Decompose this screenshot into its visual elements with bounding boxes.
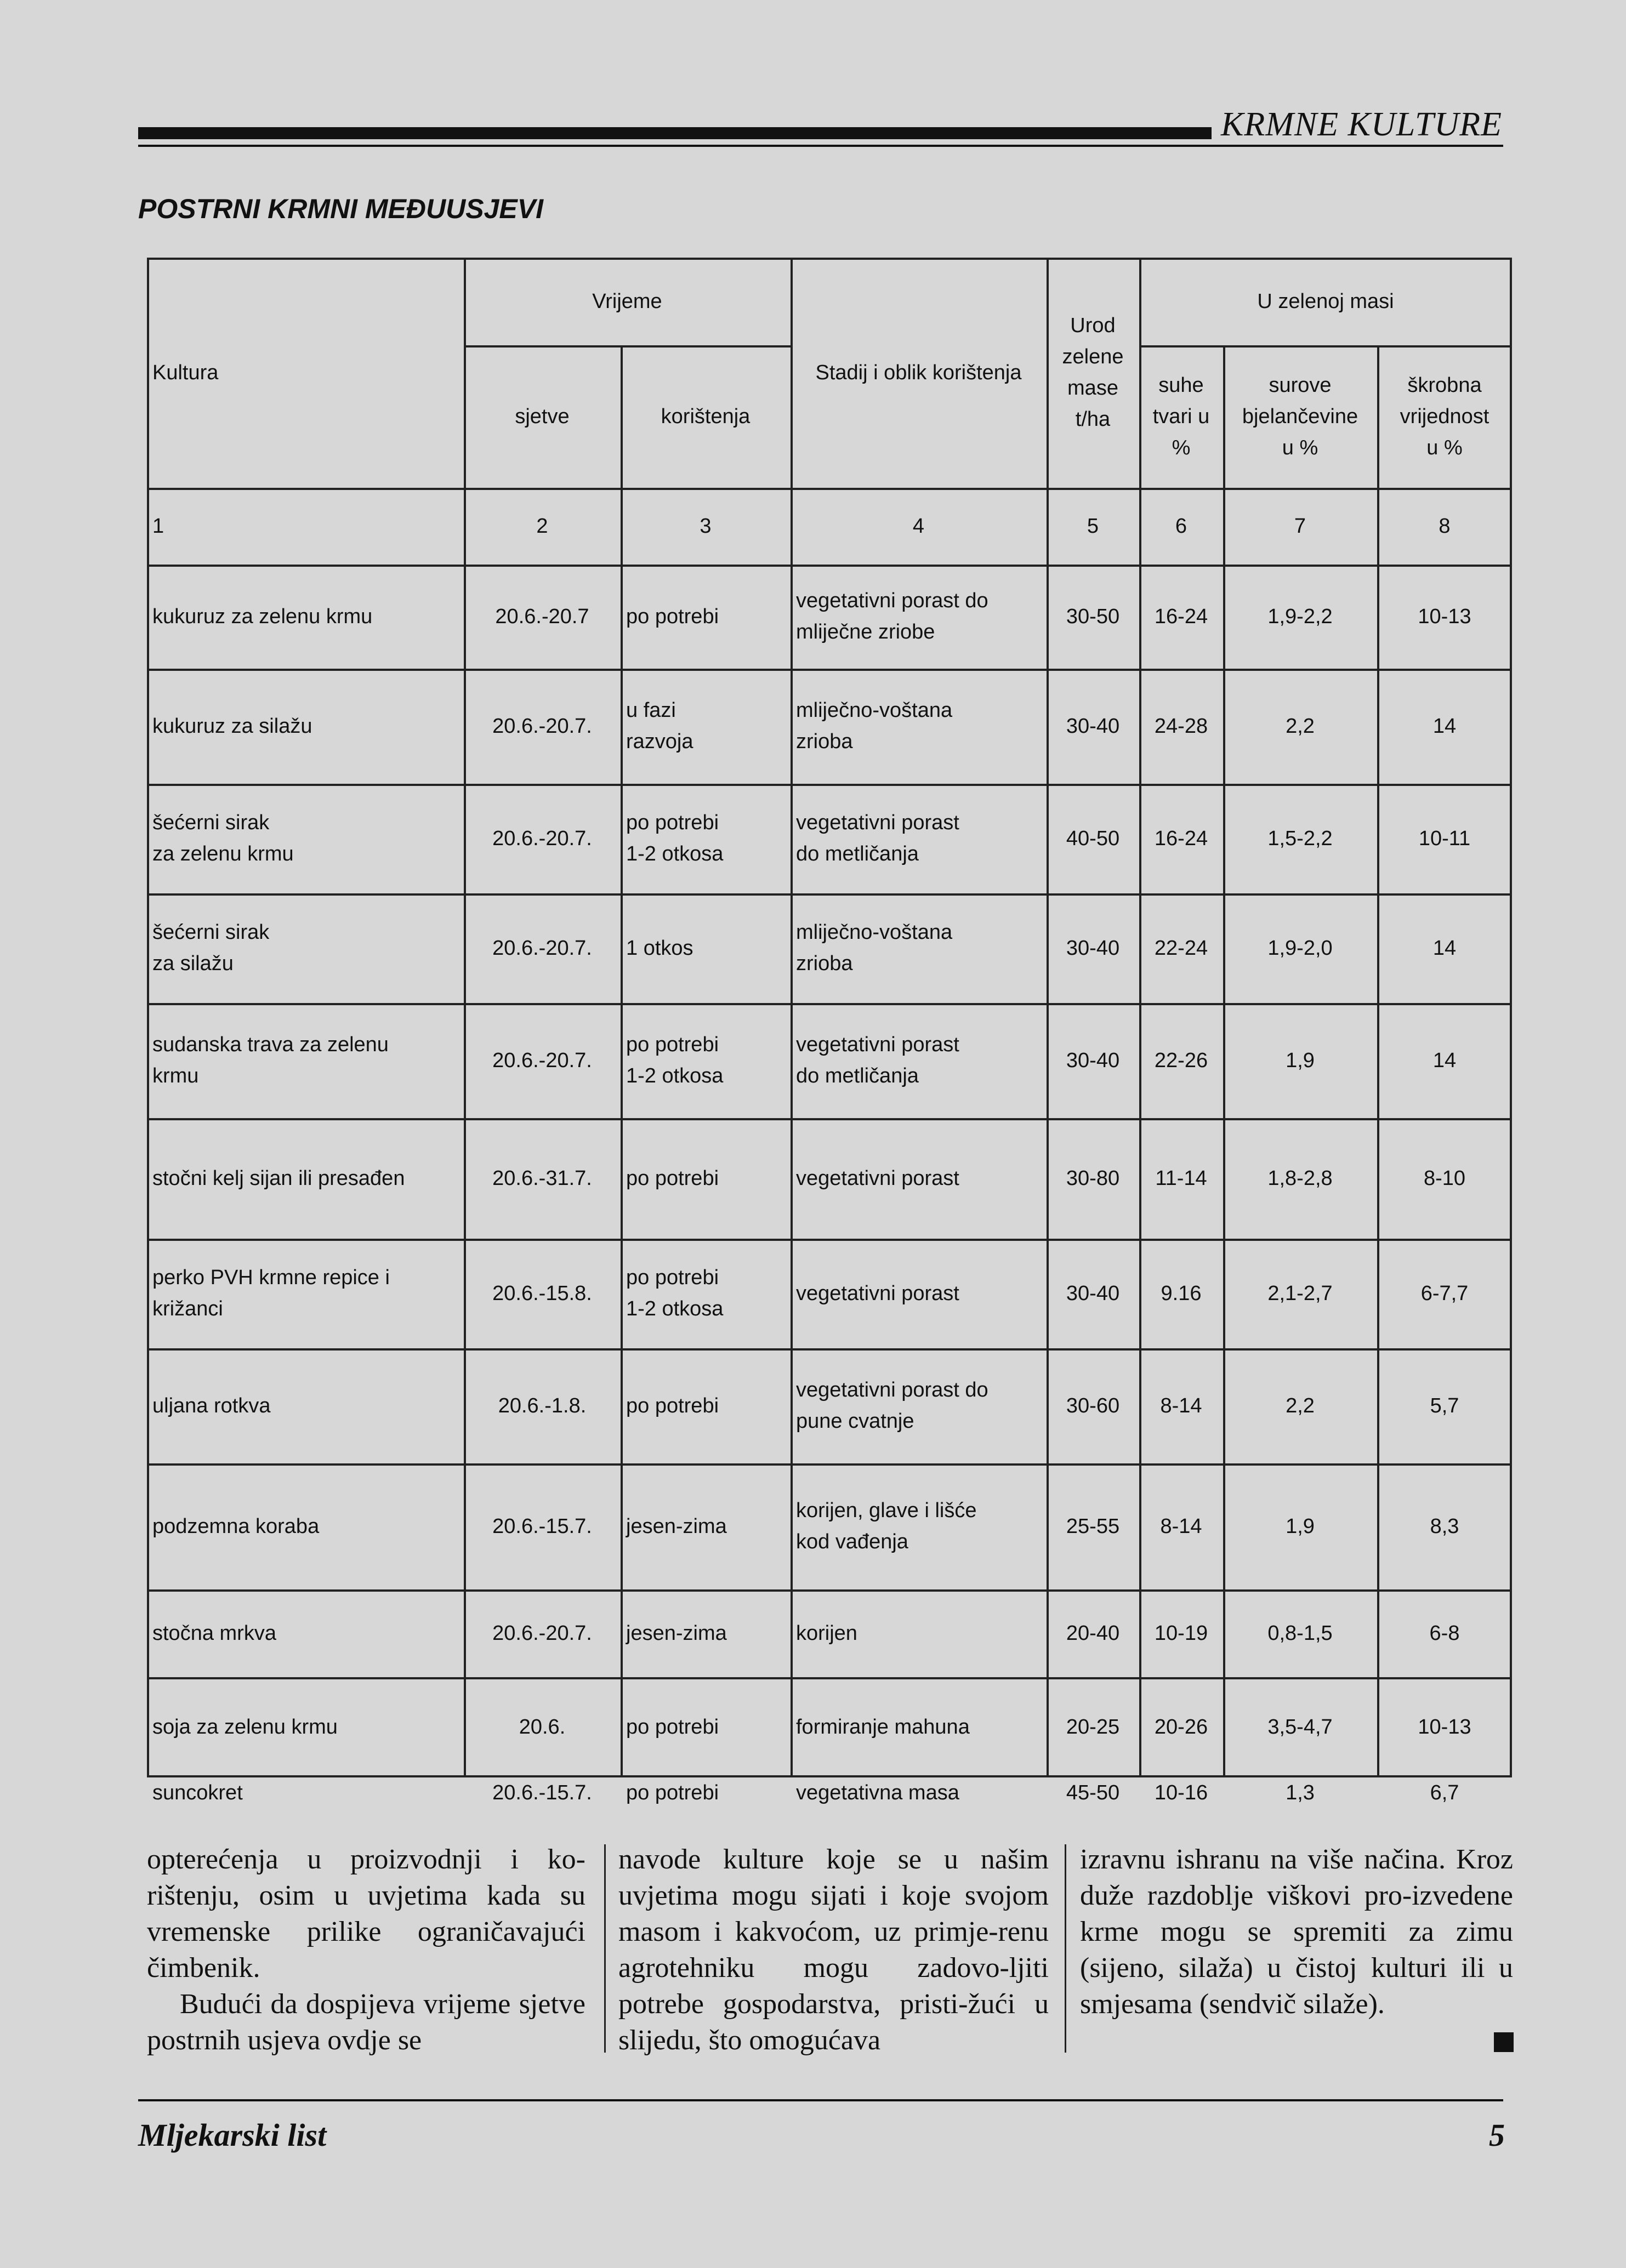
table-cell: podzemna koraba [152, 1514, 320, 1538]
table-cell: suncokret [152, 1781, 243, 1804]
table-cell: 22-24 [1154, 936, 1208, 960]
table-cell: po potrebi [626, 605, 719, 628]
table-cell: vegetativni porast [796, 1166, 959, 1190]
table-cell: 1,9-2,0 [1267, 936, 1333, 960]
header-skrobna-vrijednost: škrobna vrijednost u % [1400, 373, 1489, 459]
table-cell: 2,2 [1286, 714, 1315, 738]
table-cell: 10-13 [1418, 1716, 1471, 1739]
table-cell: mliječno-voštana zrioba [796, 921, 953, 975]
table-cell: 10-11 [1418, 827, 1471, 850]
header-surove-bjelancevine: surove bjelančevine u % [1242, 373, 1358, 459]
table-cell: soja za zelenu krmu [152, 1716, 338, 1739]
paragraph: izravnu ishranu na više načina. Kroz duže razdoblje viškovi pro-izvedene krme mogu se spremiti za zimu (sijeno, silaža) u čistoj kulturi ili u smjesama (sendvič silaže). [1080, 1844, 1513, 2020]
table-cell: 6-7,7 [1420, 1281, 1469, 1305]
header-stadij: Stadij i oblik korištenja [815, 361, 1022, 384]
table-cell: 14 [1432, 1048, 1457, 1072]
table-cell: 20-40 [1066, 1621, 1120, 1645]
column-number: 1 [152, 514, 164, 538]
table-cell: po potrebi [626, 1716, 719, 1739]
table-cell: 16-24 [1154, 827, 1208, 850]
table-cell: 20.6.-20.7. [492, 1621, 592, 1645]
table-cell: 30-40 [1066, 1048, 1120, 1072]
table-cell: vegetativni porast do mliječne zriobe [796, 589, 988, 643]
table-cell: 1 otkos [626, 936, 693, 960]
table-cell: 20.6.-1.8. [498, 1394, 587, 1417]
table-cell: 14 [1432, 936, 1457, 960]
column-number: 4 [912, 514, 925, 538]
page-number: 5 [1489, 2117, 1505, 2153]
table-cell: 30-80 [1066, 1166, 1120, 1190]
table-cell: jesen-zima [626, 1514, 727, 1538]
table-cell: jesen-zima [626, 1621, 727, 1645]
column-number: 2 [536, 514, 548, 538]
table-cell: 8-10 [1423, 1166, 1466, 1190]
header-kultura: Kultura [152, 361, 219, 384]
table-cell: 20.6.-20.7 [495, 605, 589, 628]
table-cell: 30-60 [1066, 1394, 1120, 1417]
table-cell: 2,1-2,7 [1267, 1281, 1333, 1305]
table-cell: formiranje mahuna [796, 1716, 970, 1739]
table-cell: po potrebi [626, 1166, 719, 1190]
table-cell: 9.16 [1161, 1281, 1202, 1305]
header-suhe-tvari: suhe tvari u % [1152, 373, 1210, 459]
table-cell: korijen [796, 1621, 857, 1645]
column-number: 6 [1175, 514, 1187, 538]
table-cell: 16-24 [1154, 605, 1208, 628]
table-cell: 1,9 [1286, 1048, 1315, 1072]
table-cell: 30-40 [1066, 1281, 1120, 1305]
table-cell: po potrebi 1-2 otkosa [626, 1266, 724, 1320]
table-cell: 0,8-1,5 [1267, 1621, 1333, 1645]
table-cell: 1,9 [1286, 1514, 1315, 1538]
paragraph: navode kulture koje se u našim uvjetima mogu sijati i koje svojom masom i kakvoćom, uz primje-renu agrotehniku mogu zadovo-ljiti potrebe gospodarstva, pristi-žući u slijedu, što omogućava [618, 1844, 1049, 2056]
table-cell: šećerni sirak za silažu [152, 921, 270, 975]
table-cell: stočna mrkva [152, 1621, 276, 1645]
column-divider [1065, 1844, 1066, 2053]
table-cell: kukuruz za silažu [152, 714, 312, 738]
table-cell: korijen, glave i lišće kod vađenja [796, 1499, 977, 1553]
table-cell: po potrebi [626, 1394, 719, 1417]
table-cell: 10-13 [1418, 605, 1471, 628]
table-cell: šećerni sirak za zelenu krmu [152, 811, 294, 865]
table-cell: mliječno-voštana zrioba [796, 699, 953, 753]
table-cell: kukuruz za zelenu krmu [152, 605, 373, 628]
table-cell: 1,8-2,8 [1267, 1166, 1333, 1190]
table-cell: 20-26 [1154, 1716, 1208, 1739]
table-cell: 2,2 [1286, 1394, 1315, 1417]
table-cell: perko PVH krmne repice i križanci [152, 1266, 390, 1320]
table-cell: 1,9-2,2 [1267, 605, 1333, 628]
table-cell: 30-50 [1066, 605, 1120, 628]
table-cell: vegetativni porast do pune cvatnje [796, 1378, 988, 1433]
text-column-1 [147, 1842, 585, 2059]
table-cell: 25-55 [1066, 1514, 1120, 1538]
table-cell: 1,5-2,2 [1267, 827, 1333, 850]
table-cell: 20-25 [1066, 1716, 1120, 1739]
header-u-zelenoj-masi: U zelenoj masi [1257, 289, 1394, 313]
paragraph: opterećenja u proizvodnji i ko-rištenju, osim u uvjetima kada su vremenske prilike ograničavajući čimbenik. [147, 1844, 585, 1984]
text-column-2 [618, 1842, 1049, 2059]
table-cell: vegetativni porast do metličanja [796, 1033, 959, 1087]
table-cell: 6-8 [1429, 1621, 1460, 1645]
table-cell: 8,3 [1430, 1514, 1459, 1538]
journal-name: Mljekarski list [138, 2117, 327, 2153]
header-urod: Urod zelene mase t/ha [1062, 314, 1124, 431]
table-cell: 22-26 [1154, 1048, 1208, 1072]
table-cell: sudanska trava za zelenu krmu [152, 1033, 389, 1087]
paragraph: Budući da dospijeva vrijeme sjetve postrnih usjeva ovdje se [147, 1988, 585, 2056]
table-cell: po potrebi 1-2 otkosa [626, 811, 724, 865]
table-cell: 20.6.-15.8. [492, 1281, 592, 1305]
table-cell: 20.6.-20.7. [492, 714, 592, 738]
table-cell: 8-14 [1160, 1394, 1202, 1417]
header-vrijeme: Vrijeme [592, 289, 662, 313]
table-cell: 30-40 [1066, 714, 1120, 738]
table-cell: 6,7 [1430, 1781, 1459, 1804]
table-cell: 24-28 [1154, 714, 1208, 738]
table-cell: 20.6.-31.7. [492, 1166, 592, 1190]
header-sjetve: sjetve [515, 404, 570, 428]
header-rule [138, 145, 1503, 147]
page-title: POSTRNI KRMNI MEĐUUSJEVI [138, 193, 543, 224]
table-cell: 10-16 [1154, 1781, 1208, 1804]
table-cell: 20.6. [519, 1716, 566, 1739]
forage-crops-table [147, 258, 1512, 1804]
table-cell: 20.6.-20.7. [492, 827, 592, 850]
table-cell: 5,7 [1430, 1394, 1459, 1417]
table-cell: 11-14 [1155, 1166, 1207, 1190]
table-cell: 20.6.-15.7. [492, 1514, 592, 1538]
table-cell: 10-19 [1154, 1621, 1208, 1645]
table-cell: u fazi razvoja [626, 699, 693, 753]
text-column-3 [1080, 1842, 1513, 2022]
table-cell: 40-50 [1066, 827, 1120, 850]
table-cell: vegetativni porast do metličanja [796, 811, 959, 865]
end-mark [1494, 2032, 1514, 2052]
column-number: 3 [700, 514, 712, 538]
column-number: 8 [1439, 514, 1451, 538]
table-cell: po potrebi [626, 1781, 719, 1804]
table-cell: vegetativni porast [796, 1281, 959, 1305]
table-cell: 45-50 [1066, 1781, 1120, 1804]
column-divider [604, 1844, 606, 2053]
header-bar [138, 127, 1212, 139]
footer-rule [138, 2099, 1503, 2101]
table-cell: 8-14 [1160, 1514, 1202, 1538]
section-label: KRMNE KULTURE [1221, 106, 1502, 143]
table-cell: 3,5-4,7 [1267, 1716, 1333, 1739]
table-cell: 20.6.-20.7. [492, 936, 592, 960]
table-cell: stočni kelj sijan ili presađen [152, 1166, 405, 1190]
table-cell: 1,3 [1286, 1781, 1315, 1804]
column-number: 5 [1087, 514, 1099, 538]
table-cell: 30-40 [1066, 936, 1120, 960]
table-cell: uljana rotkva [152, 1394, 271, 1417]
header-koristenja: korištenja [661, 404, 751, 428]
table-cell: 20.6.-20.7. [492, 1048, 592, 1072]
table-cell: 14 [1432, 714, 1457, 738]
table-cell: po potrebi 1-2 otkosa [626, 1033, 724, 1087]
table-cell: vegetativna masa [796, 1781, 959, 1804]
table-cell: 20.6.-15.7. [492, 1781, 592, 1804]
column-number: 7 [1294, 514, 1306, 538]
